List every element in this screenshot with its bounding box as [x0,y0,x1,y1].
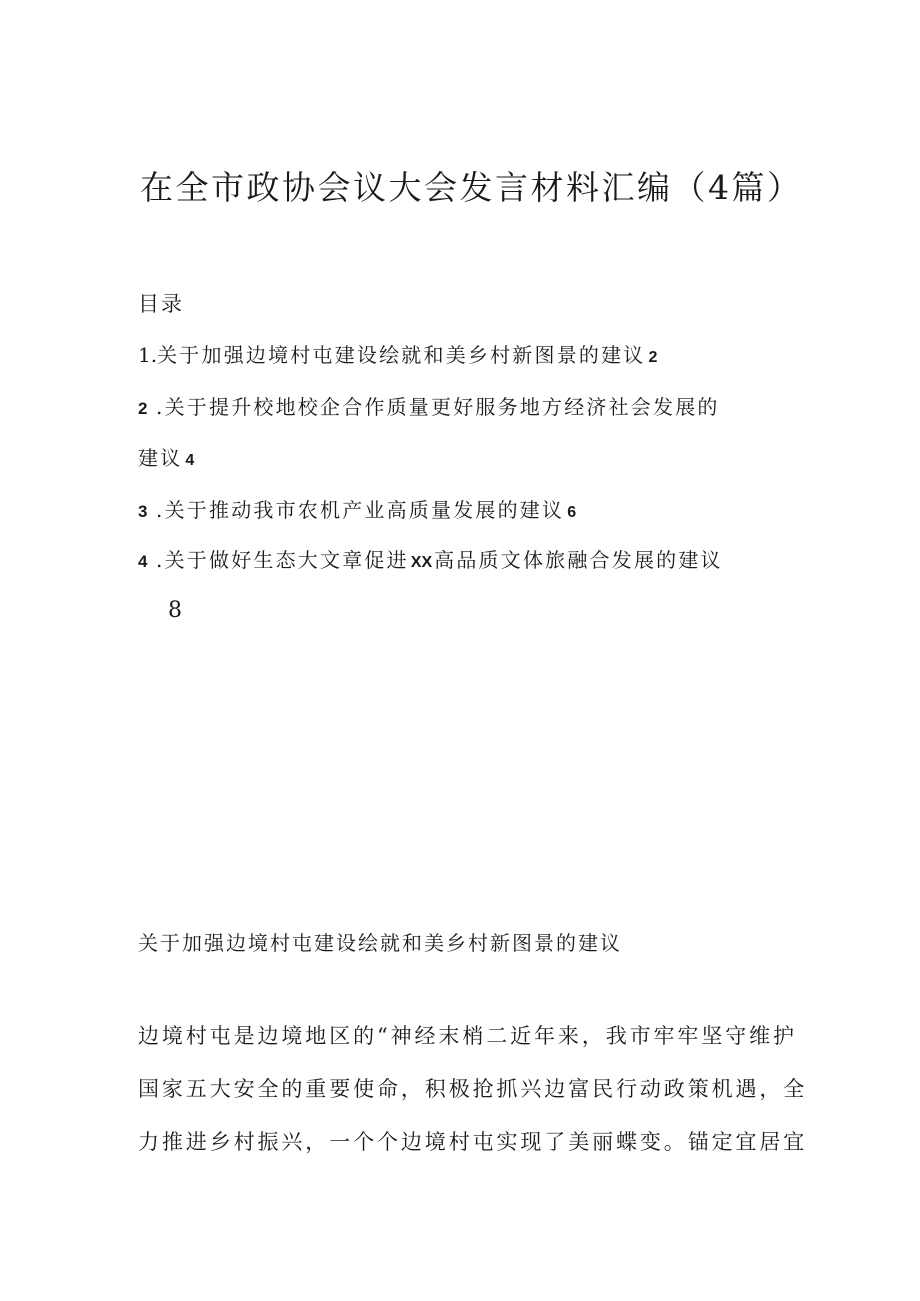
toc-item-3[interactable] [138,495,576,528]
toc-item-text: .关于做好生态大文章促进 [156,548,409,572]
toc-item-text: 关于加强边境村屯建设绘就和美乡村新图景的建议 [157,343,646,367]
paragraph-line: 边境村屯是边境地区的“神经末梢二近年来，我市牢牢坚守维护 [138,1024,797,1048]
toc-item-text: .关于提升校地校企合作质量更好服务地方经济社会发展的 [156,395,720,419]
toc-item-text: 高品质文体旅融合发展的建议 [434,548,723,572]
toc-item-number: 3 [138,502,148,521]
section-title: 关于加强边境村屯建设绘就和美乡村新图景的建议 [138,931,622,955]
paragraph-line: 力推进乡村振兴，一个个边境村屯实现了美丽蝶变。锚定宜居宜 [138,1130,808,1154]
toc-item-4[interactable] [138,545,723,578]
toc-item-2-continued[interactable] [138,443,194,476]
toc-item-number: 1. [138,343,158,367]
toc-item-text: 建议 [138,446,183,470]
paragraph-line: 国家五大安全的重要使命，积极抢抓兴边富民行动政策机遇，全 [138,1077,808,1101]
document-title: 在全市政协会议大会发言材料汇编（4篇） [140,168,803,207]
toc-item-number: 4 [138,552,148,571]
toc-item-page: 8 [168,598,182,623]
toc-item-page: 4 [185,452,195,469]
toc-item-page: 6 [567,504,577,521]
section-paragraph [138,1020,808,1179]
toc-heading: 目录 [138,292,184,316]
toc-item-number: 2 [138,399,148,418]
toc-item-placeholder: XX [410,554,433,571]
toc-item-text: .关于推动我市农机产业高质量发展的建议 [156,498,565,522]
toc-item-1[interactable] [138,340,657,373]
toc-item-2[interactable] [138,392,720,424]
toc-item-page: 2 [648,349,658,366]
